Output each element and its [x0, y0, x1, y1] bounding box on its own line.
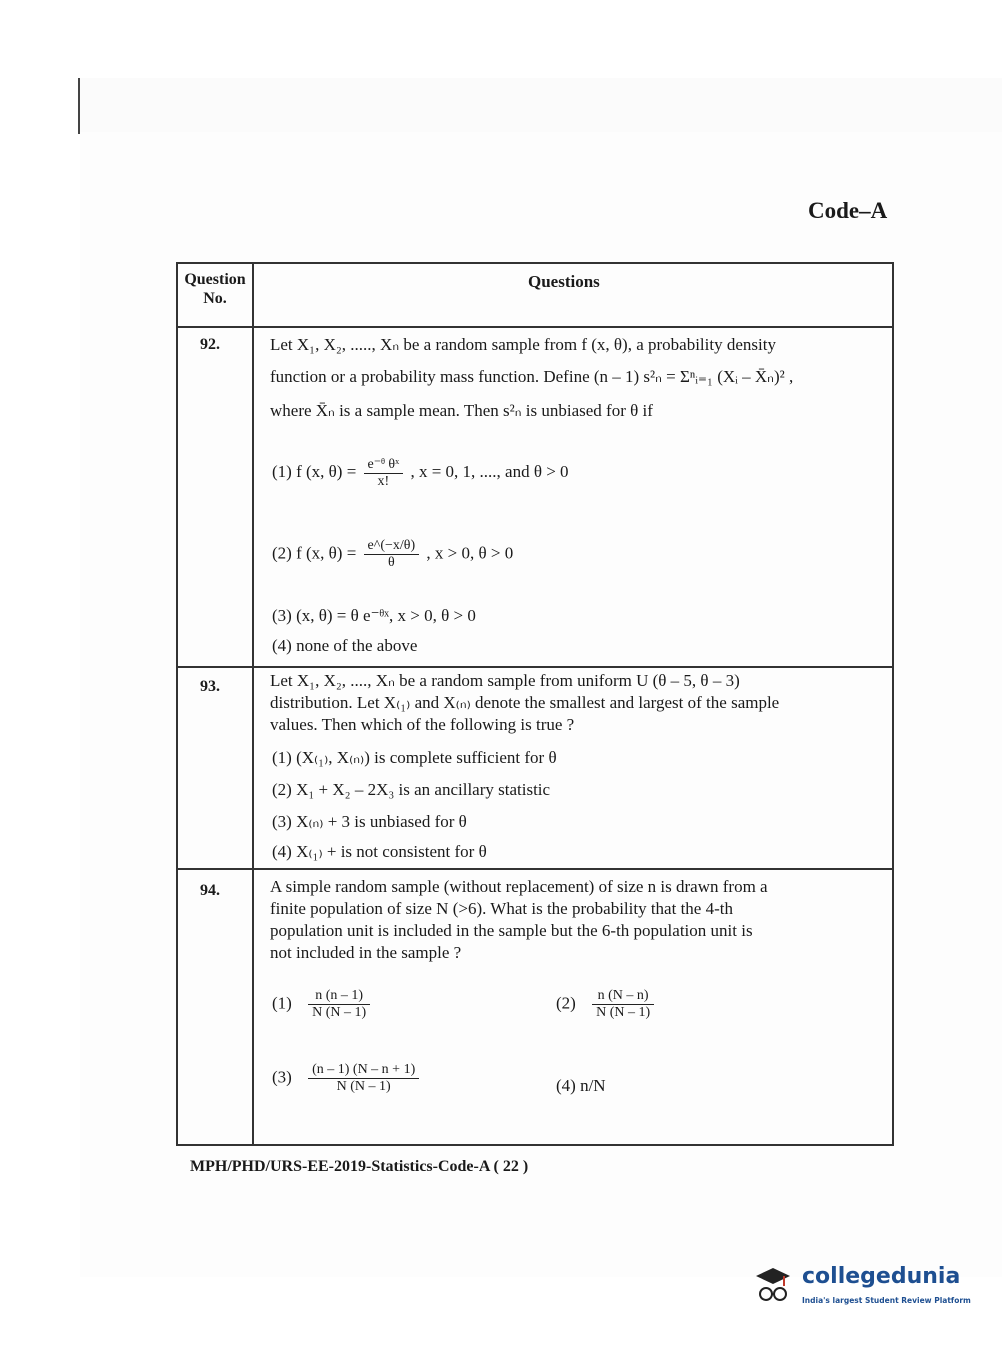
- question-92-line-2: function or a probability mass function. Define (n – 1) s²ₙ = Σⁿᵢ₌₁ (Xᵢ – X̄ₙ)² ,: [270, 367, 794, 386]
- option-2-denominator: θ: [387, 555, 395, 570]
- option-1-rhs: , x = 0, 1, ...., and θ > 0: [410, 461, 569, 481]
- option-2: [556, 988, 657, 1021]
- question-number: 94.: [200, 882, 220, 899]
- option-1: (1) (X₍₁₎, X₍ₙ₎) is complete sufficient for θ: [272, 748, 557, 767]
- option-2-numerator: e^(−x/θ): [364, 538, 420, 555]
- option-3: (3) (x, θ) = θ e⁻ᶿˣ, x > 0, θ > 0: [272, 606, 476, 625]
- option-2-fraction: [592, 988, 654, 1021]
- option-2-label: (2): [556, 993, 576, 1013]
- option-3-label: (3): [272, 1067, 292, 1087]
- option-1: [272, 988, 373, 1021]
- question-93-line-2: distribution. Let X₍₁₎ and X₍ₙ₎ denote the smallest and largest of the sample: [270, 693, 780, 712]
- option-2: (2) X₁ + X₂ – 2X₃ is an ancillary statistic: [272, 780, 551, 799]
- option-1-numerator: n (n – 1): [308, 988, 370, 1005]
- option-2-rhs: , x > 0, θ > 0: [426, 543, 514, 563]
- option-1-label: (1): [272, 993, 292, 1013]
- option-1-numerator: e⁻ᶿ θˣ: [364, 456, 404, 474]
- logo-tagline: India's largest Student Review Platform: [802, 1296, 971, 1305]
- option-2-lhs: (2) f (x, θ) =: [272, 543, 357, 563]
- option-2-numerator: n (N – n): [592, 988, 654, 1005]
- graduate-mascot-icon: [752, 1264, 794, 1306]
- option-1-fraction: [364, 456, 404, 490]
- question-94-line-1: A simple random sample (without replacement) of size n is drawn from a: [270, 877, 768, 896]
- option-1-fraction: [308, 988, 370, 1021]
- option-1-lhs: (1) f (x, θ) =: [272, 461, 357, 481]
- header-question-no: Question No.: [184, 271, 246, 307]
- option-3: [272, 1062, 422, 1095]
- question-table: [176, 262, 894, 1146]
- option-4: (4) X₍₁₎ + is not consistent for θ: [272, 842, 487, 861]
- question-93: [178, 666, 892, 870]
- option-3-numerator: (n – 1) (N – n + 1): [308, 1062, 419, 1079]
- option-1: [272, 456, 569, 490]
- question-94-line-4: not included in the sample ?: [270, 943, 462, 962]
- question-92-line-3: where X̄ₙ is a sample mean. Then s²ₙ is unbiased for θ if: [270, 401, 653, 420]
- paper-code: Code–A: [808, 198, 888, 223]
- option-2: [272, 538, 513, 571]
- option-3: (3) X₍ₙ₎ + 3 is unbiased for θ: [272, 812, 467, 831]
- scan-edge: [78, 78, 1002, 134]
- option-2-fraction: [364, 538, 420, 571]
- question-number: 92.: [200, 336, 220, 353]
- option-1-denominator: N (N – 1): [312, 1005, 367, 1020]
- collegedunia-logo[interactable]: [752, 1262, 972, 1318]
- option-2-denominator: N (N – 1): [596, 1005, 651, 1020]
- question-94-line-3: population unit is included in the sample but the 6-th population unit is: [270, 921, 753, 940]
- page-footer: MPH/PHD/URS-EE-2019-Statistics-Code-A ( 22 ): [190, 1158, 529, 1175]
- question-93-line-3: values. Then which of the following is true ?: [270, 715, 575, 734]
- logo-wordmark: collegedunia: [802, 1264, 961, 1289]
- option-4: (4) none of the above: [272, 636, 418, 655]
- option-4: (4) n/N: [556, 1076, 606, 1095]
- question-92: [178, 326, 892, 668]
- option-1-denominator: x!: [377, 474, 390, 489]
- option-3-denominator: N (N – 1): [336, 1079, 391, 1094]
- question-94-line-2: finite population of size N (>6). What is the probability that the 4-th: [270, 899, 733, 918]
- header-questions: Questions: [528, 272, 600, 291]
- question-94: [178, 868, 892, 1148]
- question-92-line-1: Let X₁, X₂, ....., Xₙ be a random sample from f (x, θ), a probability density: [270, 335, 776, 354]
- option-3-fraction: [308, 1062, 419, 1095]
- question-93-line-1: Let X₁, X₂, ...., Xₙ be a random sample from uniform U (θ – 5, θ – 3): [270, 671, 740, 690]
- question-number: 93.: [200, 678, 220, 695]
